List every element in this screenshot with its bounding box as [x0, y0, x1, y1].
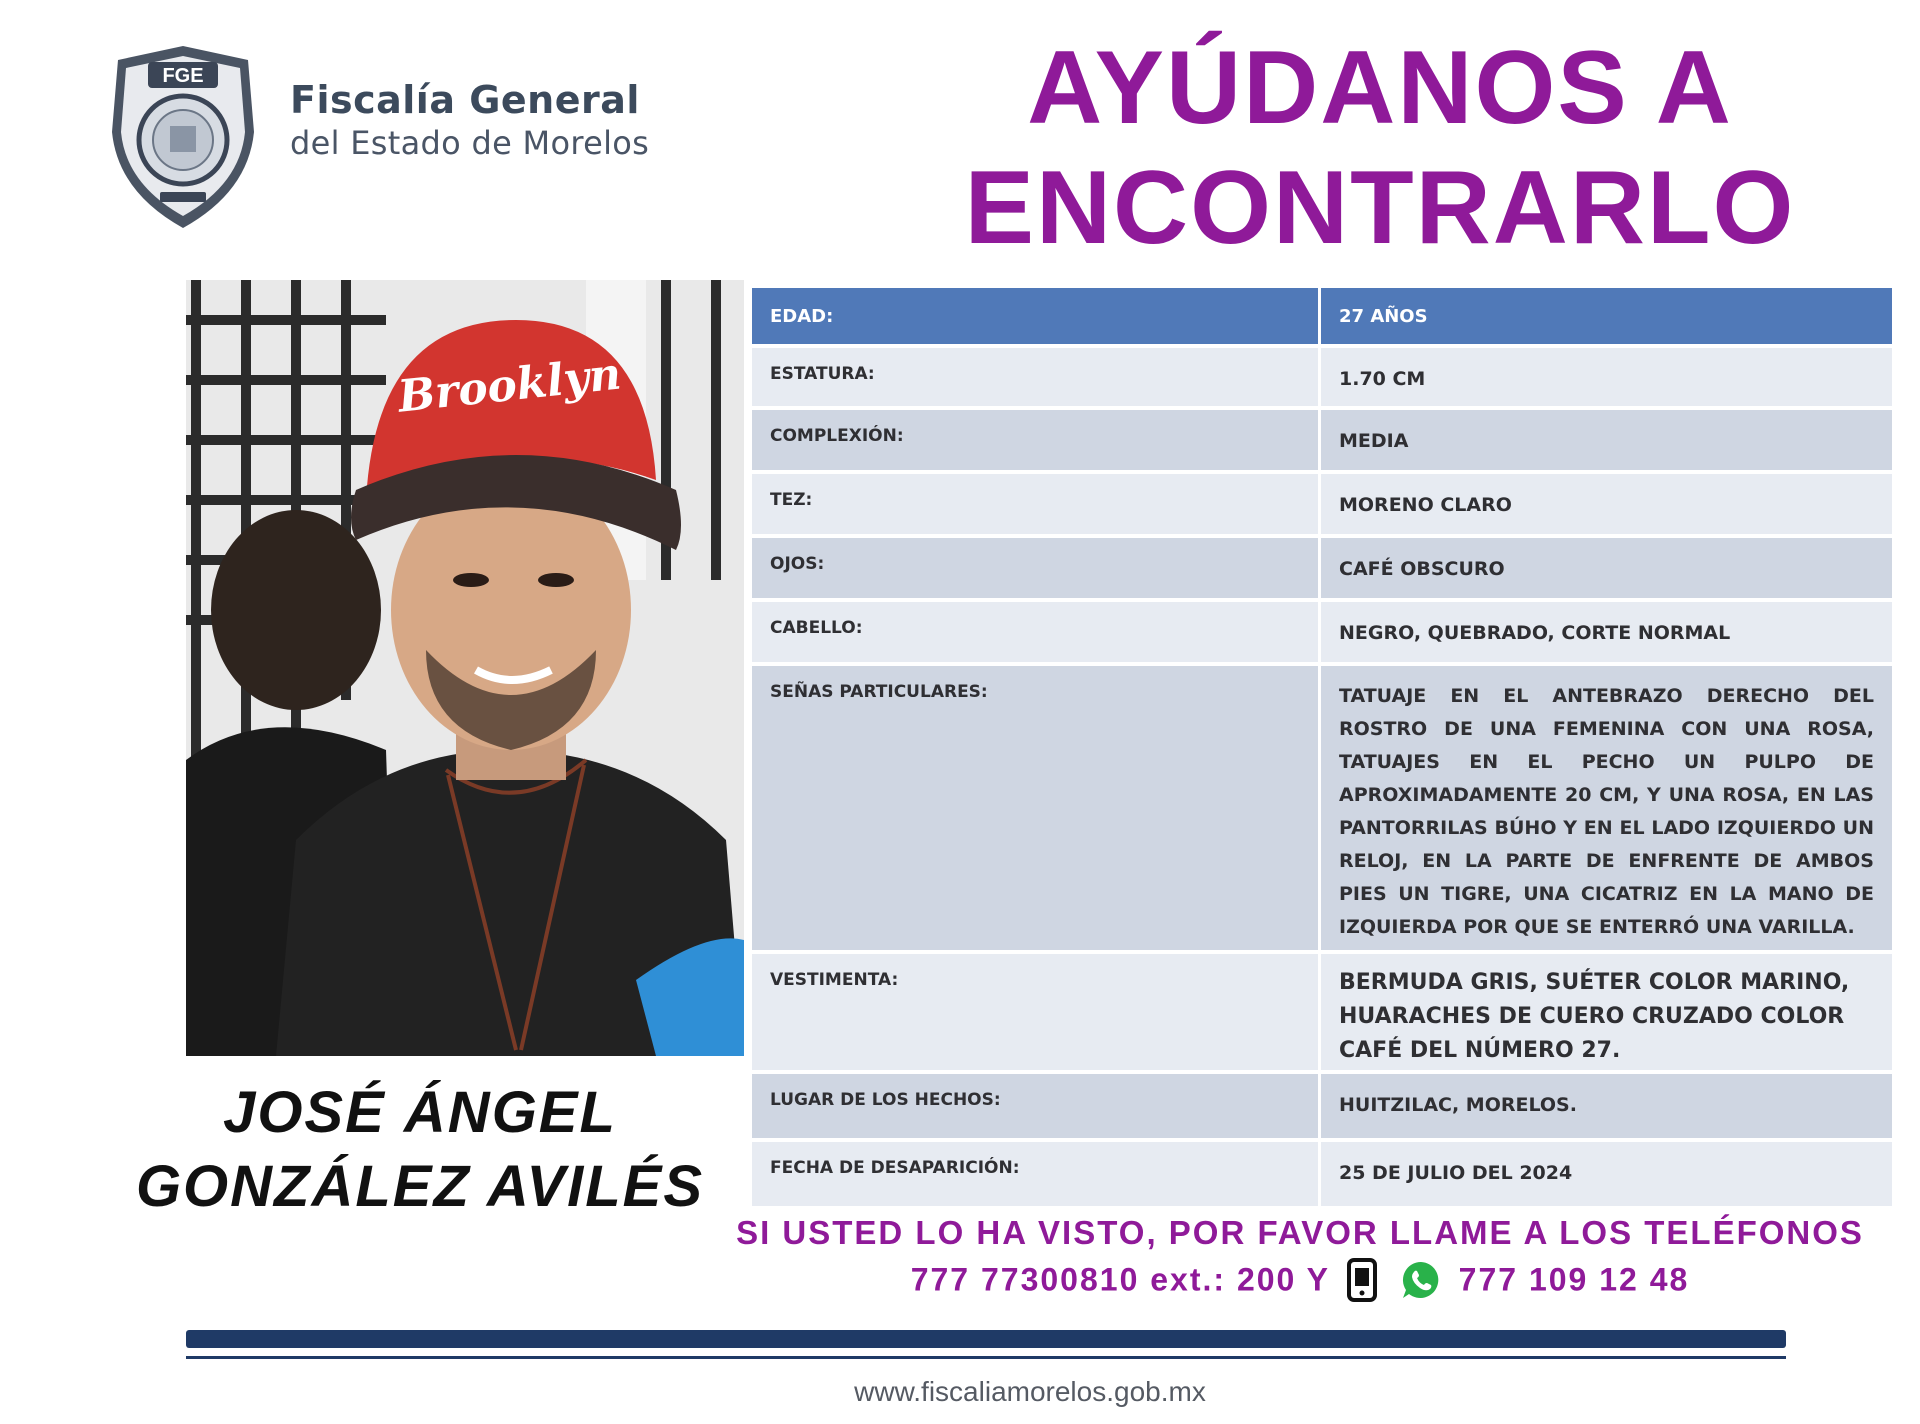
- detail-value: HUITZILAC, MORELOS.: [1318, 1074, 1892, 1138]
- website-link[interactable]: www.fiscaliamorelos.gob.mx: [854, 1376, 1206, 1407]
- detail-value: MEDIA: [1318, 410, 1892, 470]
- person-name-line-2: GONZÁLEZ AVILÉS: [135, 1154, 705, 1219]
- footer-divider-thick: [186, 1330, 1786, 1348]
- detail-value: 25 DE JULIO DEL 2024: [1318, 1142, 1892, 1206]
- detail-row-estatura: [752, 348, 1892, 406]
- detail-value-distinctive-marks: TATUAJE EN EL ANTEBRAZO DERECHO DEL ROSTRO DE UNA FEMENINA CON UNA ROSA, TATUAJES EN EL PECHO UN PULPO DE APROXIMADAMENTE 20 CM, Y UNA ROSA, EN LAS PANTORRILAS BÚHO Y EN EL LADO IZQUIERDO UN RELOJ, EN LA PARTE DE ENFRENTE DE AMBOS PIES UN TIGRE, UNA CICATRIZ EN LA MANO DE IZQUIERDA POR QUE SE ENTERRÓ UNA VARILLA.: [1318, 666, 1892, 950]
- detail-label: LUGAR DE LOS HECHOS:: [752, 1074, 1318, 1138]
- person-name-line-1: JOSÉ ÁNGEL: [223, 1080, 617, 1145]
- person-name: [60, 1076, 780, 1224]
- badge-text: FGE: [162, 65, 204, 87]
- detail-label: CABELLO:: [752, 602, 1318, 662]
- detail-label: ESTATURA:: [752, 348, 1318, 406]
- contact-phones: [720, 1258, 1880, 1302]
- detail-row-senas: [752, 666, 1892, 950]
- detail-label: COMPLEXIÓN:: [752, 410, 1318, 470]
- detail-row-cabello: [752, 602, 1892, 662]
- detail-label: VESTIMENTA:: [752, 954, 1318, 1070]
- detail-row-complexion: [752, 410, 1892, 470]
- detail-value: CAFÉ OBSCURO: [1318, 538, 1892, 598]
- missing-person-photo: [186, 280, 744, 1056]
- details-table: [752, 284, 1892, 1210]
- detail-value: MORENO CLARO: [1318, 474, 1892, 534]
- detail-value-clothing: BERMUDA GRIS, SUÉTER COLOR MARINO, HUARACHES DE CUERO CRUZADO COLOR CAFÉ DEL NÚMERO 27.: [1318, 954, 1892, 1070]
- detail-label: FECHA DE DESAPARICIÓN:: [752, 1142, 1318, 1206]
- cap-logo-text: Brooklyn: [395, 348, 624, 423]
- footer-divider-thin: [186, 1356, 1786, 1359]
- org-title: Fiscalía General: [290, 78, 640, 122]
- detail-value: 27 AÑOS: [1318, 288, 1892, 344]
- detail-row-edad: [752, 288, 1892, 344]
- detail-value: 1.70 CM: [1318, 348, 1892, 406]
- mobile-phone-icon: [1347, 1258, 1377, 1302]
- whatsapp-icon: [1400, 1259, 1442, 1301]
- fge-shield-logo: [108, 42, 258, 232]
- detail-row-ojos: [752, 538, 1892, 598]
- headline-line-1: AYÚDANOS A: [1027, 30, 1733, 146]
- detail-label: TEZ:: [752, 474, 1318, 534]
- detail-row-lugar: [752, 1074, 1892, 1138]
- detail-value: NEGRO, QUEBRADO, CORTE NORMAL: [1318, 602, 1892, 662]
- contact-prompt: SI USTED LO HA VISTO, POR FAVOR LLAME A LOS TELÉFONOS: [736, 1214, 1864, 1251]
- org-subtitle: del Estado de Morelos: [290, 124, 650, 162]
- detail-label: EDAD:: [752, 288, 1318, 344]
- detail-row-fecha: [752, 1142, 1892, 1206]
- detail-label: SEÑAS PARTICULARES:: [752, 666, 1318, 950]
- detail-label: OJOS:: [752, 538, 1318, 598]
- headline: [880, 28, 1880, 268]
- phone-number-2: 777 109 12 48: [1458, 1261, 1690, 1298]
- phone-number-1: 777 77300810 ext.: 200 Y: [910, 1261, 1330, 1298]
- headline-line-2: ENCONTRARLO: [964, 150, 1796, 266]
- detail-row-vestimenta: [752, 954, 1892, 1070]
- detail-row-tez: [752, 474, 1892, 534]
